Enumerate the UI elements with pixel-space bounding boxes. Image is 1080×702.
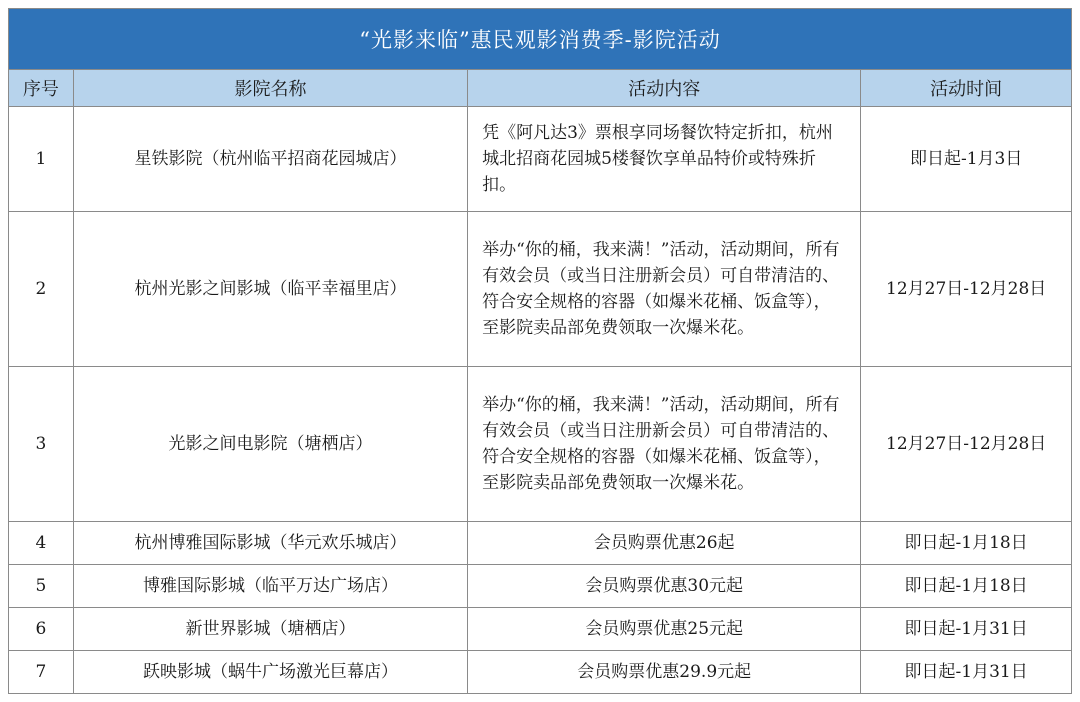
cinema-activity-table <box>8 8 1072 694</box>
row-cinema-name: 跃映影城（蜗牛广场激光巨幕店） <box>73 651 467 694</box>
table-row <box>9 367 1072 522</box>
row-activity: 会员购票优惠25元起 <box>468 608 861 651</box>
row-cinema-name: 光影之间电影院（塘栖店） <box>73 367 467 522</box>
header-cinema-name: 影院名称 <box>73 70 467 107</box>
row-time: 即日起-1月18日 <box>861 565 1072 608</box>
row-cinema-name: 杭州博雅国际影城（华元欢乐城店） <box>73 522 467 565</box>
row-activity: 举办“你的桶，我来满！”活动，活动期间，所有有效会员（或当日注册新会员）可自带清洁的、符合安全规格的容器（如爆米花桶、饭盒等），至影院卖品部免费领取一次爆米花。 <box>468 212 861 367</box>
row-no: 2 <box>9 212 74 367</box>
row-no: 3 <box>9 367 74 522</box>
row-time: 即日起-1月31日 <box>861 651 1072 694</box>
row-no: 1 <box>9 107 74 212</box>
row-time: 12月27日-12月28日 <box>861 212 1072 367</box>
row-activity: 会员购票优惠29.9元起 <box>468 651 861 694</box>
row-time: 即日起-1月3日 <box>861 107 1072 212</box>
table-row <box>9 107 1072 212</box>
activity-table-container <box>8 8 1072 694</box>
table-row <box>9 522 1072 565</box>
row-activity: 会员购票优惠26起 <box>468 522 861 565</box>
header-activity: 活动内容 <box>468 70 861 107</box>
row-no: 6 <box>9 608 74 651</box>
row-no: 7 <box>9 651 74 694</box>
table-title: “光影来临”惠民观影消费季-影院活动 <box>9 9 1072 70</box>
row-cinema-name: 星铁影院（杭州临平招商花园城店） <box>73 107 467 212</box>
table-row <box>9 212 1072 367</box>
row-no: 5 <box>9 565 74 608</box>
table-row <box>9 651 1072 694</box>
row-cinema-name: 博雅国际影城（临平万达广场店） <box>73 565 467 608</box>
row-time: 即日起-1月18日 <box>861 522 1072 565</box>
row-no: 4 <box>9 522 74 565</box>
table-row <box>9 565 1072 608</box>
row-activity: 凭《阿凡达3》票根享同场餐饮特定折扣，杭州城北招商花园城5楼餐饮享单品特价或特殊折扣。 <box>468 107 861 212</box>
row-activity: 会员购票优惠30元起 <box>468 565 861 608</box>
row-activity: 举办“你的桶，我来满！”活动，活动期间，所有有效会员（或当日注册新会员）可自带清洁的、符合安全规格的容器（如爆米花桶、饭盒等），至影院卖品部免费领取一次爆米花。 <box>468 367 861 522</box>
row-time: 即日起-1月31日 <box>861 608 1072 651</box>
row-cinema-name: 新世界影城（塘栖店） <box>73 608 467 651</box>
table-row <box>9 608 1072 651</box>
row-cinema-name: 杭州光影之间影城（临平幸福里店） <box>73 212 467 367</box>
table-title-row <box>9 9 1072 70</box>
header-time: 活动时间 <box>861 70 1072 107</box>
header-no: 序号 <box>9 70 74 107</box>
table-header-row <box>9 70 1072 107</box>
row-time: 12月27日-12月28日 <box>861 367 1072 522</box>
